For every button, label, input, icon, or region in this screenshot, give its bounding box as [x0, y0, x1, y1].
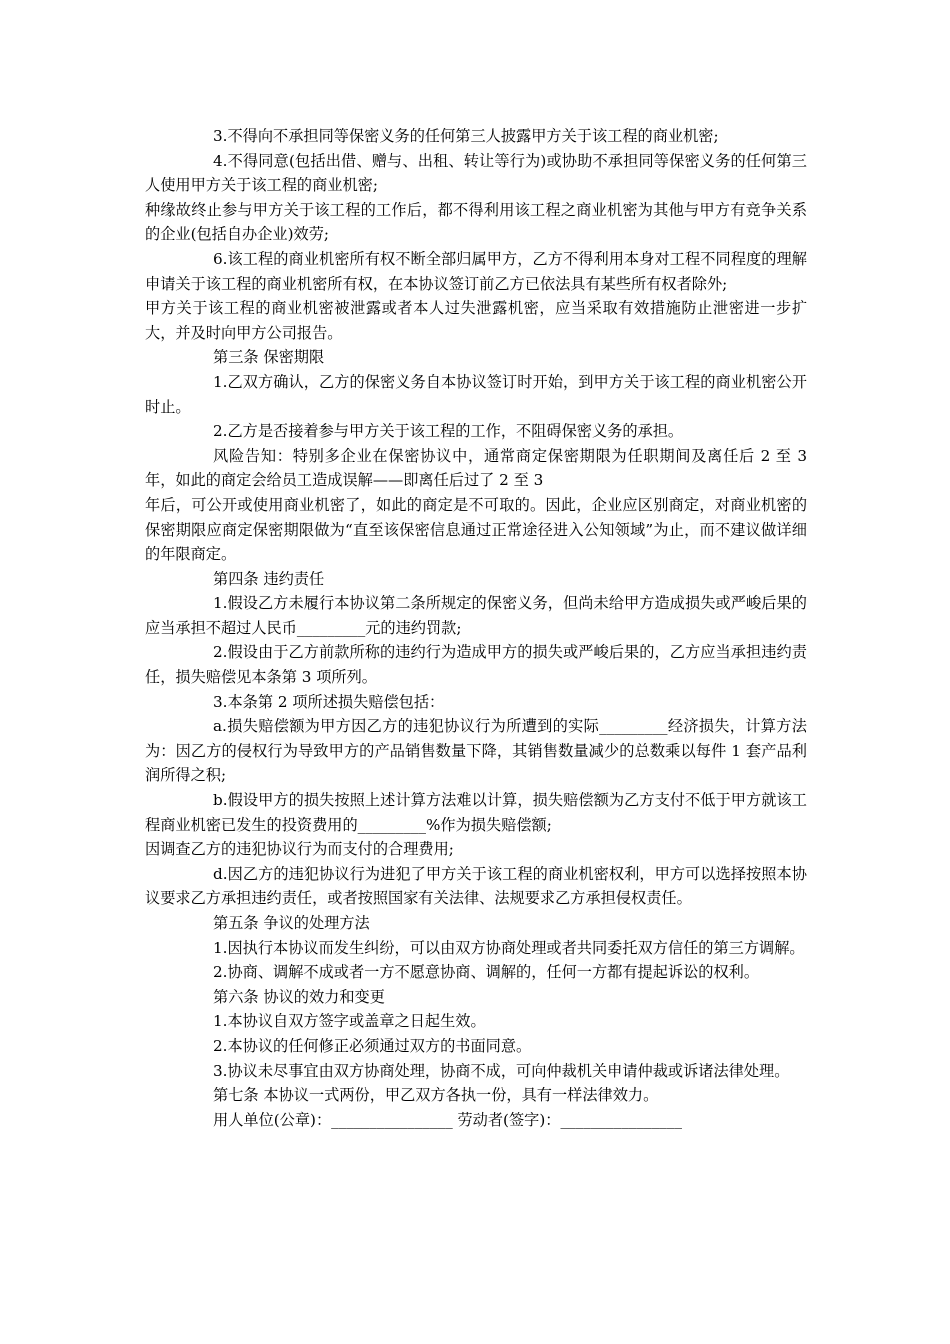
risk-notice-part-1: 风险告知：特别多企业在保密协议中，通常商定保密期限为任职期间及离任后 2 至 3 年，如此的商定会给员工造成误解——即离任后过了 2 至 3: [145, 446, 812, 490]
clause-3-item-2: 2.乙方是否接着参与甲方关于该工程的工作，不阻碍保密义务的承担。: [213, 422, 684, 441]
clause-5-item-1: 1.因执行本协议而发生纠纷，可以由双方协商处理或者共同委托双方信任的第三方调解。: [213, 938, 805, 957]
clause-4-item-3b: b.假设甲方的损失按照上述计算方法难以计算，损失赔偿额为乙方支付不低于甲方就该工程商业机密已发生的投资费用的_________%作为损失赔偿额;: [145, 791, 807, 834]
section-heading-6: 第六条 协议的效力和变更: [213, 987, 385, 1006]
section-heading-7: 第七条 本协议一式两份，甲乙双方各执一份，具有一样法律效力。: [213, 1086, 659, 1105]
clause-4-item-3: 3.本条第 2 项所述损失赔偿包括：: [213, 692, 445, 711]
clause-6-item-3: 3.协议未尽事宜由双方协商处理，协商不成，可向仲裁机关申请仲裁或诉诸法律处理。: [213, 1061, 790, 1080]
clause-2-item-6: 6.该工程的商业机密所有权不断全部归属甲方，乙方不得利用本身对工程不同程度的理解申请关于该工程的商业机密所有权，在本协议签订前乙方已依法具有某些所有权者除外;: [145, 249, 807, 293]
clause-2-item-5-fragment: 种缘故终止参与甲方关于该工程的工作后，都不得利用该工程之商业机密为其他与甲方有竞争关系的企业(包括自办企业)效劳;: [145, 200, 807, 244]
section-heading-5: 第五条 争议的处理方法: [213, 914, 370, 932]
clause-2-item-4: 4.不得同意(包括出借、赠与、出租、转让等行为)或协助不承担同等保密义务的任何第三人使用甲方关于该工程的商业机密;: [145, 151, 807, 195]
clause-3-item-1: 1.乙双方确认，乙方的保密义务自本协议签订时开始，到甲方关于该工程的商业机密公开时止。: [145, 372, 807, 416]
document-body: [145, 124, 812, 1132]
clause-4-item-3d: d.因乙方的违犯协议行为进犯了甲方关于该工程的商业机密权利，甲方可以选择按照本协议要求乙方承担违约责任，或者按照国家有关法律、法规要求乙方承担侵权责任。: [145, 864, 807, 908]
section-heading-4: 第四条 违约责任: [213, 569, 325, 588]
clause-6-item-1: 1.本协议自双方签字或盖章之日起生效。: [213, 1012, 486, 1031]
section-heading-3: 第三条 保密期限: [213, 348, 325, 367]
clause-6-item-2: 2.本协议的任何修正必须通过双方的书面同意。: [213, 1036, 532, 1055]
clause-4-item-3c-fragment: 因调查乙方的违犯协议行为而支付的合理费用;: [145, 840, 454, 859]
clause-5-item-2: 2.协商、调解不成或者一方不愿意协商、调解的，任何一方都有提起诉讼的权利。: [213, 963, 760, 982]
clause-2-item-7-fragment: 甲方关于该工程的商业机密被泄露或者本人过失泄露机密，应当采取有效措施防止泄密进一步扩大，并及时向甲方公司报告。: [145, 299, 807, 342]
clause-4-item-2: 2.假设由于乙方前款所称的违约行为造成甲方的损失或严峻后果的，乙方应当承担违约责任，损失赔偿见本条第 3 项所列。: [145, 643, 807, 687]
clause-2-item-3: 3.不得向不承担同等保密义务的任何第三人披露甲方关于该工程的商业机密;: [213, 127, 719, 145]
risk-notice-part-2: 年后，可公开或使用商业机密了，如此的商定是不可取的。因此，企业应区别商定，对商业机密的保密期限应商定保密期限做为“直至该保密信息通过正常途径进入公知领域”为止，而不建议做详细的年限商定。: [145, 495, 807, 564]
signature-line: 用人单位(公章)：________________ 劳动者(签字)：________________: [213, 1110, 682, 1129]
clause-4-item-3a: a.损失赔偿额为甲方因乙方的违犯协议行为所遭到的实际_________经济损失，计算方法为：因乙方的侵权行为导致甲方的产品销售数量下降，其销售数量减少的总数乘以每件 1 套产品利润所得之积;: [145, 717, 807, 785]
clause-4-item-1: 1.假设乙方未履行本协议第二条所规定的保密义务，但尚未给甲方造成损失或严峻后果的应当承担不超过人民币_________元的违约罚款;: [145, 594, 807, 637]
